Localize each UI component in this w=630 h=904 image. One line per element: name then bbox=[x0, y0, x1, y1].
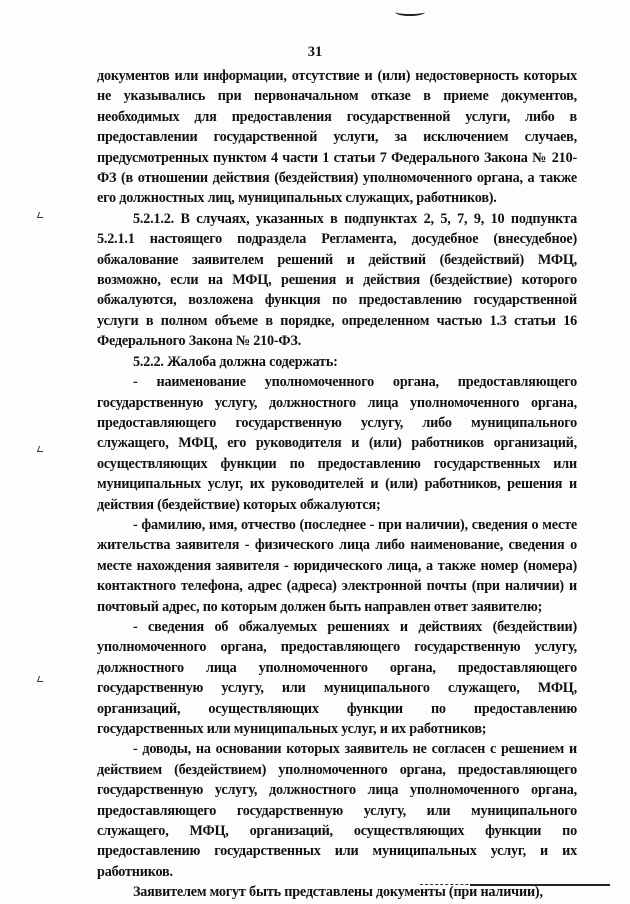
list-item: - наименование уполномоченного органа, предоставляющего государственную услугу, должностного лица уполномоченного органа, предоставляющего государственную услугу, либо муниципального служащего, МФЦ, его руководителя и (или) работников организаций, осуществляющих функции по предоставлению государственных или муниципальных услуг, их руководителей и (или) работников, решения и действия (бездействие) которых обжалуются; bbox=[97, 374, 577, 513]
margin-mark bbox=[37, 446, 45, 452]
paragraph-final: Заявителем могут быть представлены документы (при наличии), bbox=[133, 884, 543, 901]
paragraph-5-2-2: 5.2.2. Жалоба должна содержать: bbox=[133, 353, 338, 370]
paragraph-5-2-1-2: 5.2.1.2. В случаях, указанных в подпунктах 2, 5, 7, 9, 10 подпункта 5.2.1.1 настоящего подраздела Регламента, досудебное (внесудебное) обжалование заявителем решений и действий (бездействий) МФЦ, возможно, если на МФЦ, решения и действия (бездействие) которого обжалуются, возложена функция по предоставлению государственной услуги в полном объеме в порядке, определенном частью 1.3 статьи 16 Федерального Закона № 210-ФЗ. bbox=[97, 210, 577, 350]
document-body bbox=[97, 66, 577, 903]
margin-mark bbox=[37, 676, 45, 682]
margin-mark bbox=[37, 212, 45, 218]
paragraph-continuation: документов или информации, отсутствие и (или) недостоверность которых не указывались при первоначальном отказе в приеме документов, необходимых для предоставления государственной услуги, либо в предоставлении государственной услуги, за исключением случаев, предусмотренных пунктом 4 части 1 статьи 7 Федерального Закона № 210-ФЗ (в отношении действия (бездействия) уполномоченного органа, а также его должностных лиц, муниципальных служащих, работников). bbox=[97, 68, 577, 207]
page-number: 31 bbox=[307, 44, 323, 60]
list-item: - сведения об обжалуемых решениях и действиях (бездействии) уполномоченного органа, предоставляющего государственную услугу, должностного лица уполномоченного органа, предоставляющего государственную услугу, или муниципального служащего, МФЦ, организаций, осуществляющих функции по предоставлению государственных или муниципальных услуг, и их работников; bbox=[97, 618, 577, 737]
footer-rule bbox=[470, 884, 610, 886]
list-item: - фамилию, имя, отчество (последнее - при наличии), сведения о месте жительства заявителя - физического лица либо наименование, сведения о месте нахождения заявителя - юридического лица, а также номер (номера) контактного телефона, адрес (адреса) электронной почты (при наличии) и почтовый адрес, по которым должен быть направлен ответ заявителю; bbox=[97, 516, 577, 615]
scan-mark bbox=[395, 8, 425, 16]
list-item: - доводы, на основании которых заявитель не согласен с решением и действием (бездействием) уполномоченного органа, предоставляющего государственную услугу, должностного лица уполномоченного органа, предоставляющего государственную услугу, или муниципального служащего, МФЦ, организаций, осуществляющих функции по предоставлению государственных или муниципальных услуг, и их работников. bbox=[97, 741, 577, 880]
